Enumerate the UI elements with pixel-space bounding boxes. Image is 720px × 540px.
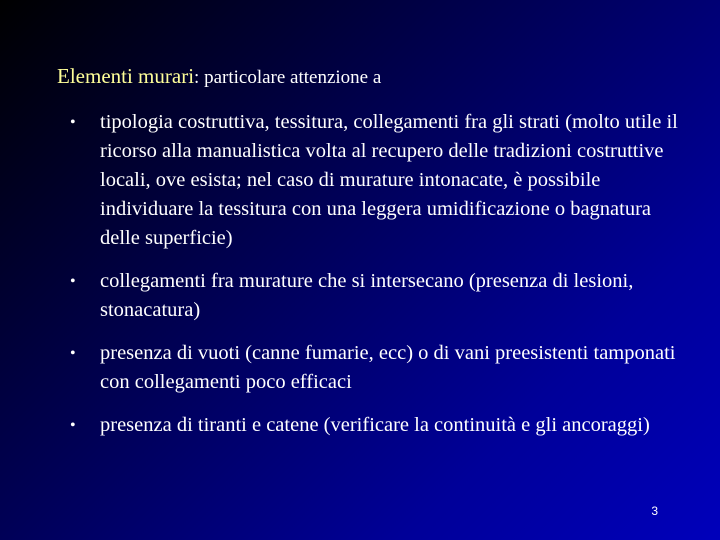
bullet-text: presenza di tiranti e catene (verificare la continuità e gli ancoraggi) (100, 414, 650, 436)
bullet-icon: • (70, 345, 76, 362)
slide-title (57, 62, 381, 92)
title-rest: : particolare attenzione a (194, 67, 382, 88)
list-item (70, 108, 680, 253)
bullet-text: collegamenti fra murature che si intersecano (presenza di lesioni, stonacatura) (100, 270, 634, 321)
bullet-text: tipologia costruttiva, tessitura, collegamenti fra gli strati (molto utile il ricorso alla manualistica volta al recupero delle tradizioni costruttive locali, ove esista; nel caso di murature intonacate, è possibile individuare la tessitura con una leggera umidificazione o bagnatura delle superficie) (100, 111, 678, 249)
list-item (70, 411, 680, 440)
title-highlight: Elementi murari (57, 64, 195, 88)
list-item (70, 339, 680, 397)
bullet-icon: • (70, 417, 76, 434)
list-item (70, 267, 680, 325)
bullet-text: presenza di vuoti (canne fumarie, ecc) o di vani preesistenti tamponati con collegamenti poco efficaci (100, 342, 676, 393)
page-number: 3 (651, 504, 658, 518)
bullet-icon: • (70, 273, 76, 290)
bullet-list (70, 108, 680, 454)
bullet-icon: • (70, 114, 76, 131)
